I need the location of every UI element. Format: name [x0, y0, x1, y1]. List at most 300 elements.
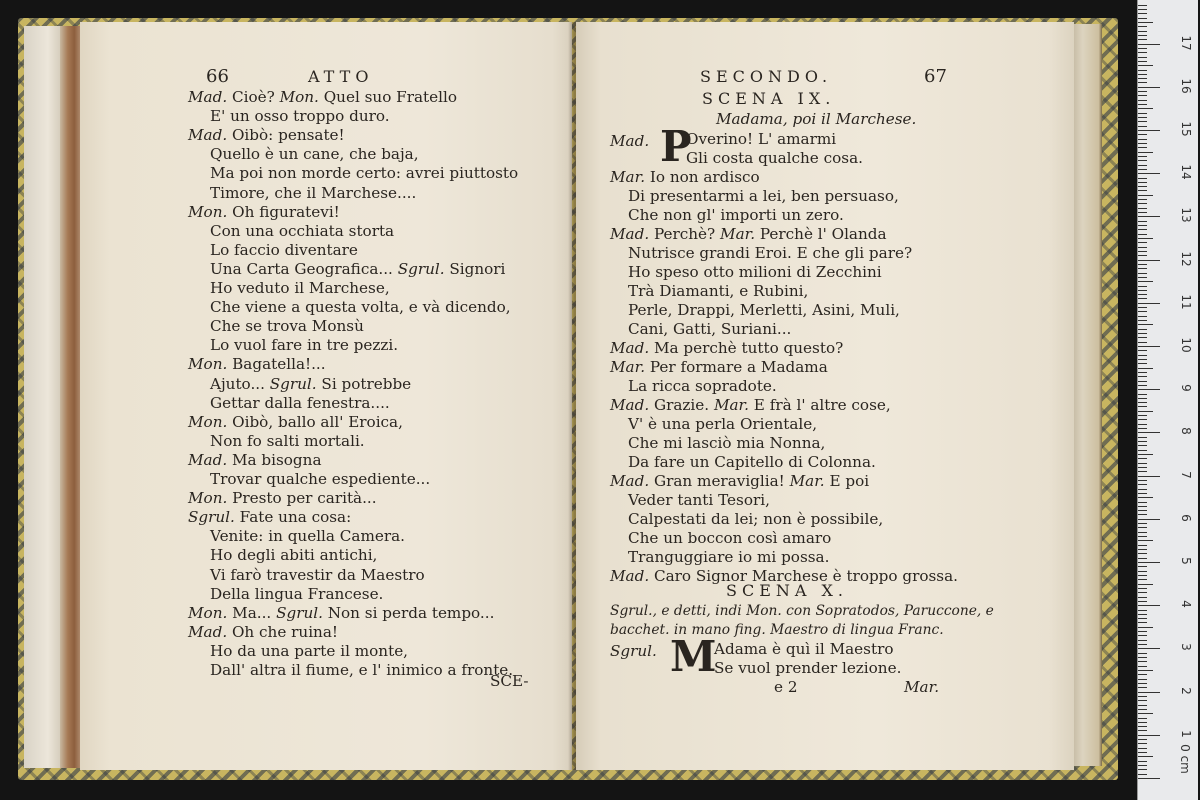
- verse-text: Con una occhiata storta: [210, 221, 395, 240]
- ruler-tick: [1138, 376, 1147, 377]
- ruler-tick: [1138, 178, 1147, 179]
- ruler-tick: [1138, 169, 1147, 170]
- text-line: [188, 88, 457, 106]
- ruler-label: 9: [1179, 384, 1193, 392]
- verse-text: Ma poi non morde certo: avrei piuttosto: [210, 164, 519, 183]
- ruler-tick: [1138, 35, 1147, 36]
- ruler-tick: [1138, 329, 1147, 330]
- ruler-label: 16: [1179, 78, 1193, 94]
- ruler-tick: [1138, 545, 1147, 546]
- verse-text: Timore, che il Marchese....: [210, 183, 417, 202]
- ruler-tick: [1138, 5, 1147, 6]
- text-line: [210, 566, 425, 584]
- ruler-tick: [1138, 622, 1147, 623]
- ruler-tick: [1138, 648, 1160, 649]
- ruler-tick: [1138, 588, 1147, 589]
- ruler-tick: [1138, 735, 1160, 736]
- ruler-tick: [1138, 277, 1147, 278]
- scene-title: SCENA X.: [726, 581, 848, 600]
- ruler-tick: [1138, 769, 1147, 770]
- ruler-label: 0 cm: [1178, 744, 1192, 774]
- verse-text: Vi farò travestir da Maestro: [210, 565, 425, 584]
- verse-text: Dall' altra il fiume, e l' inimico a fronte.: [210, 661, 514, 679]
- speaker-label: Mar.: [713, 396, 749, 414]
- text-line: [610, 339, 843, 357]
- text-line: [210, 107, 390, 125]
- ruler-label: 6: [1179, 513, 1193, 522]
- ruler-tick: [1138, 31, 1147, 32]
- ruler-tick: [1138, 95, 1147, 96]
- ruler-tick: [1138, 419, 1147, 420]
- ruler-tick: [1138, 726, 1147, 727]
- drop-cap: M: [670, 632, 717, 681]
- ruler-tick: [1138, 778, 1160, 779]
- ruler-tick: [1138, 756, 1153, 757]
- verse-text: Che mi lasciò mia Nonna,: [628, 434, 826, 452]
- ruler-tick: [1138, 78, 1147, 79]
- ruler-tick: [1138, 411, 1153, 412]
- ruler-tick: [1138, 601, 1147, 602]
- ruler-tick: [1138, 238, 1153, 239]
- ruler-tick: [1138, 221, 1147, 222]
- ruler-tick: [1138, 91, 1147, 92]
- ruler-tick: [1138, 627, 1153, 628]
- ruler-tick: [1138, 298, 1147, 299]
- speaker-label: Mad.: [610, 132, 650, 150]
- text-line: Adama è quì il Maestro: [714, 640, 894, 658]
- ruler-tick: [1138, 173, 1160, 174]
- ruler-tick: [1138, 355, 1147, 356]
- text-line: [210, 432, 365, 450]
- ruler-tick: [1138, 346, 1160, 347]
- ruler-tick: [1138, 631, 1147, 632]
- ruler-tick: [1138, 290, 1147, 291]
- text-line: [628, 434, 825, 452]
- ruler-label: 5: [1179, 557, 1193, 565]
- ruler-tick: [1138, 683, 1147, 684]
- text-line: [188, 508, 351, 526]
- ruler-tick: [1138, 540, 1153, 541]
- ruler-tick: [1138, 653, 1147, 654]
- ruler-tick: [1138, 523, 1147, 524]
- text-line: [610, 358, 828, 376]
- ruler-tick: [1138, 44, 1160, 45]
- ruler-tick: [1138, 592, 1147, 593]
- drop-cap: P: [660, 122, 692, 171]
- verse-text: E' un osso troppo duro.: [210, 107, 390, 126]
- speaker-label: Mon.: [188, 489, 228, 508]
- speaker-label: Mad.: [188, 126, 228, 145]
- speaker-label: Mad.: [610, 567, 650, 585]
- running-head: ATTO: [308, 67, 374, 86]
- ruler-label: 7: [1179, 470, 1193, 479]
- ruler-tick: [1138, 57, 1147, 58]
- ruler-tick: [1138, 121, 1147, 122]
- verse-text: Ho veduto il Marchese,: [210, 279, 390, 297]
- text-line: [628, 491, 770, 509]
- ruler-tick: [1138, 87, 1160, 88]
- text-line: [210, 336, 398, 354]
- ruler-tick: [1138, 372, 1147, 373]
- ruler-tick: [1138, 739, 1147, 740]
- text-line: [210, 164, 518, 182]
- ruler-tick: [1138, 281, 1153, 282]
- verse-text: Ho da una parte il monte,: [210, 641, 409, 660]
- text-line: [628, 301, 900, 319]
- verse-text: E frà l' altre cose,: [748, 396, 891, 414]
- ruler-tick: [1138, 493, 1147, 494]
- ruler-tick: [1138, 510, 1147, 511]
- verse-text: Non fo salti mortali.: [210, 431, 365, 450]
- ruler-tick: [1138, 350, 1147, 351]
- ruler-tick: [1138, 268, 1147, 269]
- ruler-tick: [1138, 255, 1147, 256]
- left-endpaper: [24, 26, 64, 768]
- ruler-tick: [1138, 22, 1153, 23]
- ruler-tick: [1138, 476, 1160, 477]
- text-line: [628, 453, 876, 471]
- ruler-tick: [1138, 575, 1147, 576]
- speaker-label: Mad.: [188, 622, 228, 641]
- ruler-tick: [1138, 687, 1147, 688]
- ruler-tick: [1138, 428, 1147, 429]
- verse-text: Si potrebbe: [316, 374, 412, 393]
- ruler-tick: [1138, 519, 1160, 520]
- verse-text: Calpestati da lei; non è possibile,: [628, 510, 884, 528]
- ruler-tick: [1138, 527, 1147, 528]
- ruler-tick: [1138, 156, 1147, 157]
- ruler-tick: [1138, 752, 1147, 753]
- text-line: Gli costa qualche cosa.: [686, 149, 863, 167]
- left-page: [80, 22, 572, 770]
- ruler-tick: [1138, 566, 1147, 567]
- verse-text: Per formare a Madama: [645, 358, 828, 376]
- ruler-tick: [1138, 558, 1147, 559]
- ruler-tick: [1138, 761, 1147, 762]
- ruler-tick: [1138, 506, 1147, 507]
- verse-text: Oh che ruina!: [227, 622, 338, 641]
- ruler-tick: [1138, 39, 1147, 40]
- ruler-label: 1: [1179, 729, 1193, 738]
- verse-text: Venite: in quella Camera.: [210, 527, 405, 546]
- ruler-tick: [1138, 65, 1153, 66]
- verse-text: Tranguggiare io mi possa.: [628, 548, 830, 566]
- ruler-tick: [1138, 670, 1153, 671]
- ruler-label: 10: [1179, 337, 1193, 353]
- ruler-label: 4: [1179, 600, 1193, 608]
- ruler-tick: [1138, 311, 1147, 312]
- ruler-tick: [1138, 229, 1147, 230]
- ruler-tick: [1138, 160, 1147, 161]
- verse-text: Da fare un Capitello di Colonna.: [628, 453, 876, 471]
- ruler-label: 2: [1179, 686, 1193, 695]
- ruler-tick: [1138, 661, 1147, 662]
- ruler-tick: [1138, 394, 1147, 395]
- text-line: [210, 642, 408, 660]
- text-line: [188, 413, 403, 431]
- ruler-tick: [1138, 134, 1147, 135]
- speaker-label: Mon.: [188, 202, 228, 221]
- speaker-label: Sgrul.: [188, 508, 235, 527]
- speaker-label: Mon.: [279, 88, 319, 106]
- signature-mark: e 2: [774, 678, 798, 696]
- verse-text: Lo vuol fare in tre pezzi.: [210, 336, 399, 355]
- ruler-tick: [1138, 679, 1147, 680]
- text-line: [210, 298, 511, 316]
- ruler-tick: [1138, 730, 1147, 731]
- measuring-ruler: [1137, 0, 1198, 800]
- ruler-tick: [1138, 743, 1147, 744]
- ruler-tick: [1138, 26, 1147, 27]
- ruler-tick: [1138, 342, 1147, 343]
- ruler-tick: [1138, 147, 1147, 148]
- ruler-label: 14: [1179, 164, 1193, 180]
- verse-text: Signori: [444, 259, 506, 278]
- ruler-tick: [1138, 424, 1147, 425]
- ruler-tick: [1138, 666, 1147, 667]
- verse-text: Caro Signor Marchese è troppo grossa.: [649, 567, 958, 585]
- text-line: [628, 529, 831, 547]
- text-line: [610, 396, 891, 414]
- ruler-tick: [1138, 441, 1147, 442]
- ruler-tick: [1138, 618, 1147, 619]
- text-line: Overino! L' amarmi: [686, 130, 837, 148]
- ruler-tick: [1138, 458, 1147, 459]
- ruler-tick: [1138, 260, 1160, 261]
- ruler-tick: [1138, 212, 1147, 213]
- ruler-tick: [1138, 104, 1147, 105]
- verse-text: Veder tanti Tesori,: [628, 491, 770, 509]
- text-line: [210, 279, 390, 297]
- ruler-tick: [1138, 454, 1153, 455]
- ruler-label: 8: [1179, 427, 1193, 436]
- ruler-tick: [1138, 657, 1147, 658]
- ruler-tick: [1138, 286, 1147, 287]
- ruler-tick: [1138, 463, 1147, 464]
- text-line: [628, 206, 844, 224]
- ruler-tick: [1138, 605, 1160, 606]
- ruler-tick: [1138, 713, 1153, 714]
- speaker-label: Mad.: [188, 450, 228, 469]
- speaker-label: Mon.: [188, 412, 228, 431]
- ruler-tick: [1138, 143, 1147, 144]
- verse-text: Nutrisce grandi Eroi. E che gli pare?: [628, 244, 913, 262]
- running-head: SECONDO.: [700, 67, 833, 86]
- speaker-label: Sgrul.: [610, 642, 657, 660]
- ruler-tick: [1138, 13, 1147, 14]
- verse-text: Perchè?: [649, 225, 721, 243]
- ruler-label: 12: [1179, 250, 1193, 267]
- ruler-tick: [1138, 692, 1160, 693]
- ruler-tick: [1138, 225, 1147, 226]
- ruler-tick: [1138, 48, 1147, 49]
- ruler-tick: [1138, 216, 1160, 217]
- ruler-tick: [1138, 635, 1147, 636]
- ruler-tick: [1138, 502, 1147, 503]
- verse-text: E poi: [824, 472, 870, 490]
- ruler-label: 17: [1179, 34, 1193, 51]
- text-line: [628, 415, 817, 433]
- text-line: [210, 394, 390, 412]
- ruler-tick: [1138, 700, 1147, 701]
- ruler-tick: [1138, 190, 1147, 191]
- ruler-tick: [1138, 432, 1160, 433]
- ruler-tick: [1138, 385, 1147, 386]
- text-line: [210, 470, 430, 488]
- verse-text: Presto per carità...: [227, 489, 377, 508]
- ruler-tick: [1138, 484, 1147, 485]
- ruler-tick: [1138, 562, 1160, 563]
- ruler-tick: [1138, 389, 1160, 390]
- verse-text: V' è una perla Orientale,: [628, 415, 818, 433]
- ruler-tick: [1138, 333, 1147, 334]
- speaker-label: Mad.: [610, 472, 650, 490]
- verse-text: Perle, Drappi, Merletti, Asini, Muli,: [628, 301, 900, 319]
- ruler-tick: [1138, 584, 1153, 585]
- speaker-label: Mad.: [188, 88, 228, 106]
- verse-text: Oibò, ballo all' Eroica,: [227, 412, 403, 431]
- page-block-edge: [1070, 24, 1102, 766]
- verse-text: Cioè?: [227, 88, 280, 106]
- ruler-tick: [1138, 359, 1147, 360]
- ruler-tick: [1138, 74, 1147, 75]
- text-line: [210, 260, 505, 278]
- verse-text: Io non ardisco: [645, 168, 760, 186]
- ruler-tick: [1138, 273, 1147, 274]
- speaker-label: Mad.: [610, 339, 650, 357]
- ruler-tick: [1138, 18, 1147, 19]
- text-line: [210, 241, 358, 259]
- text-line: [210, 527, 405, 545]
- ruler-tick: [1138, 514, 1147, 515]
- catchword: SCE-: [490, 672, 529, 690]
- ruler-tick: [1138, 82, 1147, 83]
- text-line: [210, 375, 411, 393]
- stage-direction: Sgrul., e detti, indi Mon. con Sopratodos, Paruccone, e: [610, 603, 994, 619]
- ruler-tick: [1138, 480, 1147, 481]
- ruler-tick: [1138, 614, 1147, 615]
- ruler-tick: [1138, 402, 1147, 403]
- ruler-tick: [1138, 774, 1147, 775]
- speaker-label: Sgrul.: [269, 374, 317, 393]
- verse-text: Non si perda tempo...: [322, 603, 495, 622]
- text-line: [628, 263, 882, 281]
- verse-text: Quel suo Fratello: [318, 88, 457, 106]
- verse-text: Trà Diamanti, e Rubini,: [628, 282, 809, 300]
- ruler-tick: [1138, 303, 1160, 304]
- text-line: [628, 282, 808, 300]
- ruler-tick: [1138, 467, 1147, 468]
- verse-text: Ajuto...: [210, 374, 270, 393]
- ruler-tick: [1138, 597, 1147, 598]
- ruler-tick: [1138, 324, 1153, 325]
- text-line: [188, 623, 338, 641]
- page-number: 66: [206, 66, 229, 87]
- ruler-tick: [1138, 316, 1147, 317]
- ruler-tick: [1138, 70, 1147, 71]
- verse-text: Di presentarmi a lei, ben persuaso,: [628, 187, 899, 205]
- ruler-tick: [1138, 765, 1147, 766]
- text-line: [210, 661, 513, 679]
- text-line: [188, 355, 326, 373]
- ruler-tick: [1138, 251, 1147, 252]
- ruler-tick: [1138, 247, 1147, 248]
- verse-text: Trovar qualche espediente...: [210, 470, 431, 488]
- text-line: [210, 184, 416, 202]
- speaker-label: Sgrul.: [276, 603, 323, 622]
- text-line: [210, 145, 419, 163]
- stage-direction: bacchet. in mano fing. Maestro di lingua Franc.: [610, 622, 944, 638]
- ruler-tick: [1138, 532, 1147, 533]
- ruler-tick: [1138, 165, 1147, 166]
- ruler-tick: [1138, 264, 1147, 265]
- ruler-tick: [1138, 644, 1147, 645]
- speaker-label: Mon.: [188, 355, 228, 374]
- ruler-tick: [1138, 398, 1147, 399]
- text-line: [210, 317, 364, 335]
- verse-text: Gran meraviglia!: [649, 472, 790, 490]
- ruler-label: 3: [1179, 643, 1193, 652]
- verse-text: La ricca sopradote.: [628, 377, 777, 395]
- verse-text: Perchè l' Olanda: [755, 225, 887, 243]
- text-line: [628, 510, 883, 528]
- ruler-tick: [1138, 536, 1147, 537]
- text-line: [610, 168, 760, 186]
- ruler-tick: [1138, 705, 1147, 706]
- ruler-tick: [1138, 696, 1147, 697]
- ruler-tick: [1138, 610, 1147, 611]
- ruler-tick: [1138, 406, 1147, 407]
- verse-text: Che viene a questa volta, e và dicendo,: [210, 298, 511, 317]
- ruler-tick: [1138, 152, 1153, 153]
- verse-text: Lo faccio diventare: [210, 240, 358, 259]
- ruler-tick: [1138, 61, 1147, 62]
- ruler-tick: [1138, 294, 1147, 295]
- ruler-tick: [1138, 337, 1147, 338]
- catchword: Mar.: [904, 678, 940, 696]
- text-line: [628, 187, 899, 205]
- text-line: Se vuol prender lezione.: [714, 659, 902, 677]
- verse-text: Oh figuratevi!: [227, 202, 340, 221]
- verse-text: Bagatella!...: [227, 355, 326, 374]
- verse-text: Ma perchè tutto questo?: [649, 339, 844, 357]
- ruler-tick: [1138, 234, 1147, 235]
- ruler-tick: [1138, 722, 1147, 723]
- ruler-tick: [1138, 320, 1147, 321]
- text-line: [188, 604, 494, 622]
- ruler-tick: [1138, 571, 1147, 572]
- verse-text: Ho degli abiti antichi,: [210, 546, 378, 565]
- text-line: [628, 548, 829, 566]
- ruler-tick: [1138, 307, 1147, 308]
- ruler-tick: [1138, 497, 1153, 498]
- text-line: [188, 489, 377, 507]
- verse-text: Che se trova Monsù: [210, 317, 364, 336]
- speaker-label: Sgrul.: [397, 259, 445, 278]
- ruler-tick: [1138, 186, 1147, 187]
- ruler-tick: [1138, 195, 1153, 196]
- text-line: [210, 585, 383, 603]
- ruler-tick: [1138, 381, 1147, 382]
- verse-text: Ma bisogna: [227, 450, 322, 469]
- ruler-tick: [1138, 674, 1147, 675]
- verse-text: Ho speso otto milioni di Zecchini: [628, 263, 882, 281]
- ruler-tick: [1138, 445, 1147, 446]
- ruler-tick: [1138, 130, 1160, 131]
- ruler-tick: [1138, 182, 1147, 183]
- ruler-tick: [1138, 208, 1147, 209]
- ruler-tick: [1138, 52, 1147, 53]
